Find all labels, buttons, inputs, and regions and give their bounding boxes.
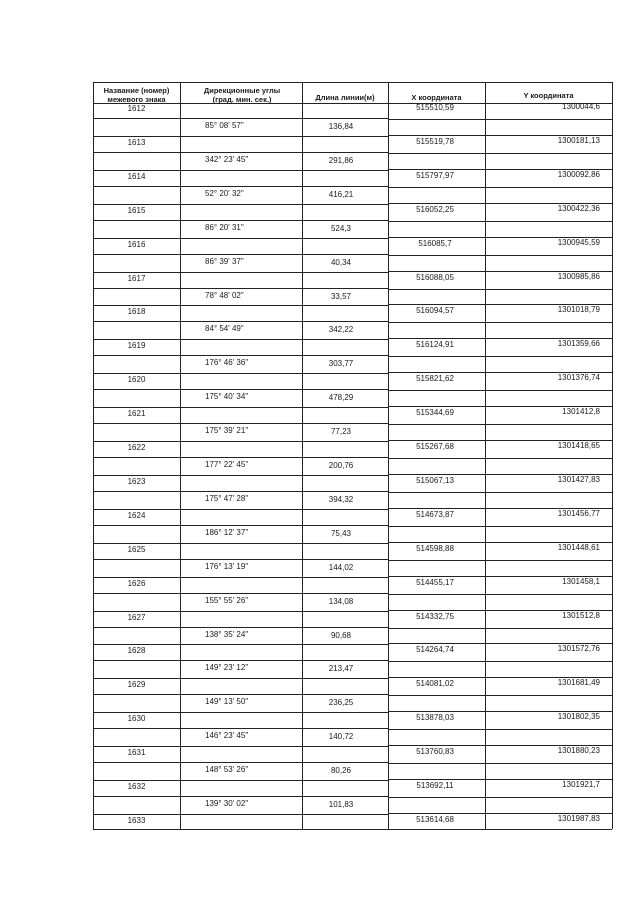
header-point-name-line-2: межевого знака [107,95,166,104]
row-divider [93,441,388,442]
line-length-cell: 140,72 [328,732,354,742]
x-coordinate-cell: 516094,57 [416,306,454,316]
y-coordinate-cell: 1301456,77 [557,508,600,518]
line-length-cell: 101,83 [328,800,354,809]
row-divider [388,390,612,391]
row-divider [388,560,612,561]
row-divider [93,780,388,781]
x-coordinate-cell: 515821,62 [416,374,454,384]
x-coordinate-cell: 514332,75 [416,611,454,621]
header-direction-angle [182,86,302,104]
y-coordinate-cell: 1300945,59 [557,237,600,247]
line-length-cell: 342,22 [328,325,354,335]
direction-angle-cell: 186° 12' 37" [205,527,249,537]
point-name-cell: 1616 [127,239,146,249]
row-divider [388,289,612,290]
row-divider [388,797,612,798]
x-coordinate-cell: 514598,88 [416,543,454,553]
row-divider [93,373,388,374]
y-coordinate-cell: 1301921,7 [562,780,600,789]
direction-angle-cell: 86° 39' 37" [205,256,244,266]
x-coordinate-cell: 516088,05 [416,272,454,282]
point-name-cell: 1617 [127,273,146,283]
x-coordinate-cell: 514455,17 [416,577,454,587]
row-divider [388,763,612,764]
row-divider [93,475,388,476]
line-length-cell: 33,57 [330,291,352,301]
x-coordinate-cell: 514264,74 [416,645,454,655]
point-name-cell: 1628 [127,646,146,656]
row-divider [93,814,388,815]
point-name-cell: 1613 [127,137,146,147]
row-divider [93,407,388,408]
direction-angle-cell: 175° 40' 34" [205,392,249,402]
row-divider [93,220,388,221]
header-direction-angle-line-2: (град. мин. сек.) [212,95,272,104]
line-length-cell: 303,77 [328,359,354,369]
row-divider [388,424,612,425]
y-coordinate-cell: 1300985,86 [557,271,600,281]
point-name-cell: 1624 [127,510,146,520]
row-divider [93,644,388,645]
line-length-cell: 416,21 [328,189,354,199]
direction-angle-cell: 138° 35' 24" [205,629,249,639]
row-divider [93,762,388,763]
x-coordinate-cell: 513692,11 [416,781,454,790]
point-name-cell: 1627 [127,612,146,622]
y-coordinate-cell: 1301681,49 [557,678,600,688]
point-name-cell: 1626 [127,578,146,588]
point-name-cell: 1620 [127,375,146,385]
row-divider [93,152,388,153]
x-coordinate-cell: 515344,69 [416,408,454,418]
direction-angle-cell: 149° 13' 50" [205,697,249,707]
line-length-cell: 136,84 [328,122,354,131]
row-divider [388,221,612,222]
row-divider [388,492,612,493]
line-length-cell: 134,08 [328,596,354,606]
direction-angle-cell: 176° 13' 19" [205,561,249,571]
column-divider [302,82,303,829]
y-coordinate-cell: 1301412,8 [562,407,600,417]
row-divider [93,712,388,713]
row-divider [388,695,612,696]
line-length-cell: 75,43 [330,528,352,538]
column-divider [612,82,613,829]
line-length-cell: 200,76 [328,461,354,470]
x-coordinate-cell: 516052,25 [416,204,454,214]
row-divider [93,627,388,628]
row-divider [93,118,388,119]
direction-angle-cell: 85° 08' 57" [205,121,244,130]
row-divider [93,321,388,322]
x-coordinate-cell: 513760,83 [416,747,454,757]
line-length-cell: 291,86 [328,155,354,165]
x-coordinate-cell: 513878,03 [416,713,454,723]
row-divider [388,458,612,459]
y-coordinate-cell: 1301572,76 [557,644,600,654]
header-direction-angle-line-1: Дирекционные углы [203,86,281,95]
row-divider [93,728,388,729]
direction-angle-cell: 176° 46' 36" [205,358,249,368]
row-divider [388,628,612,629]
row-divider [93,186,388,187]
direction-angle-cell: 148° 53' 26" [205,765,249,775]
x-coordinate-cell: 516085,7 [418,238,452,248]
row-divider [93,796,388,797]
row-divider [388,356,612,357]
direction-angle-cell: 175° 39' 21" [205,426,249,436]
y-coordinate-cell: 1300044,6 [562,102,600,111]
point-name-cell: 1630 [127,714,146,724]
row-divider [388,594,612,595]
y-coordinate-cell: 1301427,83 [557,474,600,484]
row-divider [93,660,388,661]
point-name-cell: 1622 [127,443,146,452]
line-length-cell: 213,47 [328,664,354,674]
row-divider [93,559,388,560]
header-line-length: Длина линии(м) [315,93,375,102]
line-length-cell: 90,68 [330,630,352,640]
direction-angle-cell: 342° 23' 45" [205,154,249,164]
row-divider [93,457,388,458]
x-coordinate-cell: 515067,13 [416,475,454,485]
y-coordinate-cell: 1301880,23 [557,746,600,756]
direction-angle-cell: 86° 20' 31" [205,222,244,232]
row-divider [388,661,612,662]
y-coordinate-cell: 1300092,86 [557,169,600,179]
point-name-cell: 1619 [127,341,146,351]
point-name-cell: 1632 [127,782,146,791]
line-length-cell: 524,3 [330,223,352,233]
column-divider [180,82,181,829]
direction-angle-cell: 177° 22' 45" [205,460,249,469]
direction-angle-cell: 52° 20' 32" [205,188,244,198]
direction-angle-cell: 78° 48' 02" [205,290,244,300]
row-divider [93,355,388,356]
y-coordinate-cell: 1301376,74 [557,373,600,383]
x-coordinate-cell: 516124,91 [416,340,454,350]
x-coordinate-cell: 515510,59 [416,103,454,112]
row-divider [93,423,388,424]
row-divider [93,339,388,340]
header-point-name [93,86,180,104]
row-divider [93,136,388,137]
row-divider [388,526,612,527]
row-divider [93,305,388,306]
y-coordinate-cell: 1301448,61 [557,542,600,552]
y-coordinate-cell: 1301512,8 [562,610,600,620]
direction-angle-cell: 155° 55' 26" [205,595,249,605]
direction-angle-cell: 175° 47' 28" [205,493,249,503]
point-name-cell: 1618 [127,307,146,317]
direction-angle-cell: 149° 23' 12" [205,663,249,673]
row-divider [93,288,388,289]
y-coordinate-cell: 1300422,36 [557,203,600,213]
x-coordinate-cell: 514081,02 [416,679,454,689]
x-coordinate-cell: 515267,68 [416,442,454,451]
column-divider [485,82,486,829]
row-divider [388,322,612,323]
row-divider [93,491,388,492]
row-divider [388,187,612,188]
y-coordinate-cell: 1301458,1 [562,576,600,586]
x-coordinate-cell: 514673,87 [416,509,454,519]
y-coordinate-cell: 1301802,35 [557,712,600,722]
point-name-cell: 1631 [127,748,146,758]
row-divider [93,694,388,695]
row-divider [388,119,612,120]
y-coordinate-cell: 1301418,65 [557,441,600,450]
row-divider [93,746,388,747]
direction-angle-cell: 146° 23' 45" [205,731,249,741]
point-name-cell: 1615 [127,205,146,215]
line-length-cell: 394,32 [328,494,354,504]
point-name-cell: 1621 [127,409,146,419]
row-divider [388,255,612,256]
point-name-cell: 1629 [127,680,146,690]
point-name-cell: 1614 [127,171,146,181]
header-point-name-line-1: Название (номер) [103,86,170,95]
y-coordinate-cell: 1301018,79 [557,305,600,315]
row-divider [93,254,388,255]
line-length-cell: 478,29 [328,393,354,403]
line-length-cell: 236,25 [328,698,354,708]
line-length-cell: 80,26 [330,766,352,776]
y-coordinate-cell: 1301987,83 [557,813,600,823]
point-name-cell: 1633 [127,815,146,825]
y-coordinate-cell: 1301359,66 [557,339,600,349]
row-divider [93,678,388,679]
line-length-cell: 40,34 [330,257,352,267]
row-divider [388,153,612,154]
point-name-cell: 1612 [127,104,146,113]
direction-angle-cell: 139° 30' 02" [205,799,249,808]
point-name-cell: 1623 [127,476,146,486]
point-name-cell: 1625 [127,544,146,554]
x-coordinate-cell: 513614,68 [416,814,454,824]
x-coordinate-cell: 515519,78 [416,136,454,146]
table-bottom-border [93,829,612,830]
y-coordinate-cell: 1300181,13 [557,135,600,145]
row-divider [93,593,388,594]
row-divider [93,389,388,390]
header-y-coordinate: Y координата [523,91,574,100]
direction-angle-cell: 84° 54' 49" [205,324,244,334]
row-divider [388,729,612,730]
line-length-cell: 77,23 [330,427,352,437]
x-coordinate-cell: 515797,97 [416,170,454,180]
line-length-cell: 144,02 [328,562,354,572]
row-divider [93,525,388,526]
header-x-coordinate: X координата [411,93,462,102]
table-top-border [93,82,612,83]
column-divider [388,82,389,829]
